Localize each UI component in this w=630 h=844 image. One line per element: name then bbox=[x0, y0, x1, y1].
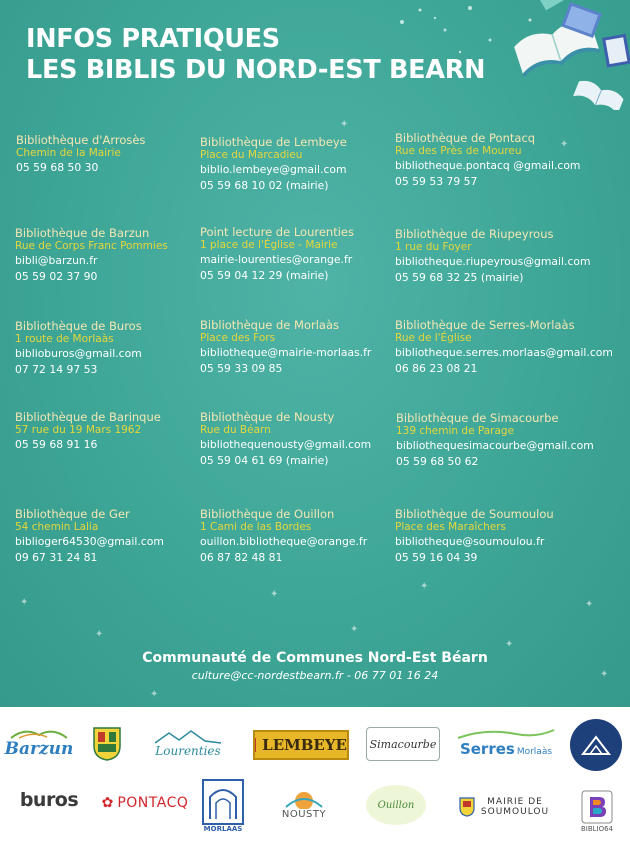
morlaas-emblem-icon bbox=[202, 779, 244, 825]
library-address: Rue de Corps Franc Pommies bbox=[15, 240, 168, 252]
pyrenees-logo bbox=[570, 719, 622, 771]
library-phone: 05 59 53 79 57 bbox=[395, 175, 478, 188]
pyrenees-mountain-icon bbox=[581, 734, 611, 756]
library-email[interactable]: mairie-lourenties@orange.fr bbox=[200, 253, 353, 266]
library-phone: 05 59 68 50 30 bbox=[16, 161, 99, 174]
serres-logo-subtext: Morlaàs bbox=[516, 747, 553, 757]
library-phone: 05 59 16 04 39 bbox=[395, 551, 478, 564]
library-phone: 06 86 23 08 21 bbox=[395, 362, 478, 375]
library-card bbox=[15, 226, 220, 285]
library-name: Point lecture de Lourenties bbox=[200, 225, 354, 239]
library-card bbox=[395, 318, 613, 377]
library-phone: 07 72 14 97 53 bbox=[15, 363, 98, 376]
library-email[interactable]: bibliotheque.riupeyrous@gmail.com bbox=[395, 255, 591, 268]
star-decoration: ✦ bbox=[270, 589, 279, 600]
barzun-logo-text: Barzun bbox=[4, 739, 74, 759]
library-address: Chemin de la Mairie bbox=[16, 147, 121, 159]
library-name: Bibliothèque de Serres-Morlaàs bbox=[395, 318, 575, 332]
library-name: Bibliothèque de Lembeye bbox=[200, 135, 347, 149]
star-decoration: ✦ bbox=[150, 689, 159, 700]
biblio64-logo bbox=[572, 783, 622, 839]
title-line-1: INFOS PRATIQUES bbox=[26, 24, 280, 54]
library-phone: 05 59 33 09 85 bbox=[200, 362, 283, 375]
library-phone: 05 59 68 91 16 bbox=[15, 438, 98, 451]
library-email[interactable]: bibliotheque.pontacq @gmail.com bbox=[395, 159, 581, 172]
organization-contact[interactable]: culture@cc-nordestbearn.fr - 06 77 01 16 24 bbox=[191, 669, 439, 682]
library-phone: 05 59 04 61 69 (mairie) bbox=[200, 454, 329, 467]
library-address: 54 chemin Lalia bbox=[15, 521, 99, 533]
library-card bbox=[396, 411, 601, 470]
star-decoration: ✦ bbox=[20, 597, 29, 608]
simacourbe-logo-text: Simacourbe bbox=[369, 737, 437, 751]
library-address: Rue du Béarn bbox=[200, 424, 271, 436]
nousty-sun-icon bbox=[284, 787, 324, 809]
library-address: 1 Cami de las Bordes bbox=[200, 521, 312, 533]
library-name: Bibliothèque de Barinque bbox=[15, 410, 161, 424]
library-address: Rue des Près de Moureu bbox=[395, 145, 522, 157]
library-email[interactable]: ouillon.bibliotheque@orange.fr bbox=[200, 535, 368, 548]
partner-logos bbox=[0, 707, 630, 844]
library-name: Bibliothèque d'Arrosès bbox=[16, 133, 146, 147]
nousty-logo-text: NOUSTY bbox=[281, 808, 327, 820]
star-decoration: ✦ bbox=[560, 139, 569, 150]
star-decoration: ✦ bbox=[340, 119, 349, 130]
lembeye-logo bbox=[253, 730, 349, 760]
serres-morlaas-logo bbox=[452, 723, 560, 763]
star-decoration: ✦ bbox=[600, 669, 609, 680]
ouillon-logo bbox=[366, 785, 426, 825]
pontacq-crest-icon: ✿ bbox=[101, 795, 114, 811]
library-name: Bibliothèque de Simacourbe bbox=[396, 411, 559, 425]
library-address: 57 rue du 19 Mars 1962 bbox=[15, 424, 142, 436]
library-name: Bibliothèque de Riupeyrous bbox=[395, 227, 554, 241]
library-name: Bibliothèque de Morlaàs bbox=[200, 318, 339, 332]
page-title bbox=[26, 24, 485, 86]
nousty-logo bbox=[265, 781, 343, 825]
library-name: Bibliothèque de Ger bbox=[15, 507, 130, 521]
library-phone: 05 59 68 10 02 (mairie) bbox=[200, 179, 329, 192]
library-card bbox=[200, 135, 405, 194]
library-email[interactable]: biblioger64530@gmail.com bbox=[15, 535, 164, 548]
library-card bbox=[200, 225, 405, 284]
library-email[interactable]: bibliotheque.serres.morlaas@gmail.com bbox=[395, 346, 613, 359]
library-card bbox=[16, 133, 221, 176]
soumoulou-shield-icon bbox=[459, 797, 475, 817]
library-name: Bibliothèque de Nousty bbox=[200, 410, 335, 424]
soumoulou-logo-line1: MAIRIE DE bbox=[487, 797, 543, 807]
mountains-icon bbox=[153, 730, 223, 744]
library-phone: 09 67 31 24 81 bbox=[15, 551, 98, 564]
ouillon-logo-text: Ouillon bbox=[377, 799, 415, 811]
library-address: 139 chemin de Parage bbox=[396, 425, 515, 437]
library-address: Rue de l'Église bbox=[395, 332, 472, 344]
library-address: Place des Maraîchers bbox=[395, 521, 507, 533]
lourenties-logo bbox=[136, 725, 240, 763]
star-decoration: ✦ bbox=[420, 581, 429, 592]
library-email[interactable]: bibliothequenousty@gmail.com bbox=[200, 438, 372, 451]
star-decoration: ✦ bbox=[585, 599, 594, 610]
shield-icon bbox=[92, 726, 122, 762]
title-line-2: LES BIBLIS DU NORD-EST BEARN bbox=[26, 55, 486, 85]
library-address: 1 rue du Foyer bbox=[395, 241, 472, 253]
barzun-hills-icon bbox=[9, 727, 69, 739]
lembeye-logo-text: LEMBEYE bbox=[262, 736, 347, 754]
library-card bbox=[395, 131, 600, 190]
library-card bbox=[15, 507, 220, 566]
library-phone: 05 59 68 50 62 bbox=[396, 455, 479, 468]
pontacq-logo bbox=[92, 791, 198, 815]
library-email[interactable]: bibli@barzun.fr bbox=[15, 254, 98, 267]
star-decoration: ✦ bbox=[350, 624, 359, 635]
library-email[interactable]: biblioburos@gmail.com bbox=[15, 347, 142, 360]
library-card bbox=[395, 507, 600, 566]
library-card bbox=[200, 507, 405, 566]
buros-logo bbox=[16, 785, 82, 815]
soumoulou-logo-line2: SOUMOULOU bbox=[480, 807, 550, 817]
library-address: Place du Marcadieu bbox=[200, 149, 303, 161]
library-email[interactable]: bibliotheque@soumoulou.fr bbox=[395, 535, 545, 548]
library-address: 1 place de l'Église - Mairie bbox=[200, 239, 338, 251]
coat-of-arms-logo bbox=[90, 725, 124, 763]
biblio64-b-icon bbox=[580, 789, 614, 825]
serres-logo-text: Serres bbox=[459, 740, 515, 758]
library-phone: 05 59 68 32 25 (mairie) bbox=[395, 271, 524, 284]
pontacq-logo-text: PONTACQ bbox=[117, 795, 189, 811]
biblio64-logo-text: BIBLIO64 bbox=[580, 825, 614, 833]
lembeye-crest-icon bbox=[255, 738, 256, 752]
organization-name: Communauté de Communes Nord-Est Béarn bbox=[142, 650, 488, 666]
serres-wave-icon bbox=[456, 728, 556, 740]
library-email[interactable]: bibliotheque@mairie-morlaas.fr bbox=[200, 346, 372, 359]
library-email[interactable]: biblio.lembeye@gmail.com bbox=[200, 163, 347, 176]
library-phone: 06 87 82 48 81 bbox=[200, 551, 283, 564]
library-phone: 05 59 02 37 90 bbox=[15, 270, 98, 283]
library-card bbox=[200, 318, 405, 377]
library-email[interactable]: bibliothequesimacourbe@gmail.com bbox=[396, 439, 594, 452]
buros-logo-text: buros bbox=[19, 789, 79, 811]
library-card bbox=[15, 319, 220, 378]
morlaas-logo bbox=[198, 775, 248, 837]
library-name: Bibliothèque de Ouillon bbox=[200, 507, 335, 521]
library-card bbox=[395, 227, 600, 286]
library-address: Place des Fors bbox=[200, 332, 276, 344]
star-decoration: ✦ bbox=[95, 629, 104, 640]
barzun-logo bbox=[4, 721, 74, 765]
library-card bbox=[200, 410, 405, 469]
library-name: Bibliothèque de Pontacq bbox=[395, 131, 536, 145]
library-address: 1 route de Morlaàs bbox=[15, 333, 114, 345]
library-phone: 05 59 04 12 29 (mairie) bbox=[200, 269, 329, 282]
simacourbe-logo bbox=[366, 727, 440, 761]
library-name: Bibliothèque de Barzun bbox=[15, 226, 150, 240]
library-name: Bibliothèque de Buros bbox=[15, 319, 142, 333]
lourenties-logo-text: Lourenties bbox=[155, 744, 221, 758]
morlaas-logo-text: MORLAÀS bbox=[203, 825, 243, 833]
library-name: Bibliothèque de Soumoulou bbox=[395, 507, 554, 521]
star-decoration: ✦ bbox=[505, 639, 514, 650]
soumoulou-logo bbox=[448, 793, 560, 821]
library-card bbox=[15, 410, 220, 453]
